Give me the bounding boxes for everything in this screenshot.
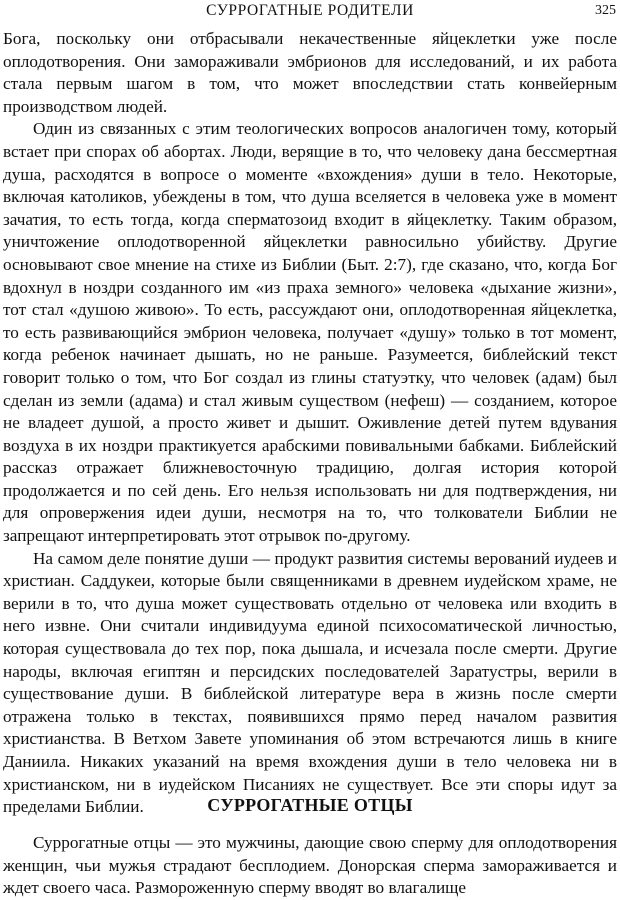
paragraph-continued: Бога, поскольку они отбрасывали некачественные яйцеклетки уже после оплодотворения. Они замораживали эмбрионов для исследований, и их работа стала первым шагом в том, что может впоследствии стать конвейерным производством людей. xyxy=(3,29,617,116)
body-text xyxy=(3,28,617,819)
page-number: 325 xyxy=(595,3,616,18)
running-header xyxy=(0,2,620,24)
section-heading: СУРРОГАТНЫЕ ОТЦЫ xyxy=(207,795,413,815)
paragraph-theology: Один из связанных с этим теологических вопросов аналогичен тому, который встает при спорах об абортах. Люди, верящие в то, что человеку дана бессмертная душа, расходятся в вопросе о моменте «вхождения» души в тело. Некоторые, включая католиков, убеждены в том, что душа вселяется в человека уже в момент зачатия, то есть тогда, когда сперматозоид входит в яйцеклетку. Таким образом, уничтожение оплодотворенной яйцеклетки равносильно убийству. Другие основывают свое мнение на стихе из Библии (Быт. 2:7), где сказано, что, когда Бог вдохнул в ноздри созданного им «из праха земного» человека «дыхание жизни», тот стал «душою живою». То есть, рассуждают они, оплодотворенная яйцеклетка, то есть развивающийся эмбрион человека, получает «душу» только в тот момент, когда ребенок начинает дышать, но не раньше. Разумеется, библейский текст говорит только о том, что Бог создал из глины статуэтку, что человек (адам) был сделан из земли (адама) и стал живым существом (нефеш) — созданием, которое не владеет душой, а просто живет и дышит. Оживление детей путем вдувания воздуха в их ноздри практикуется арабскими повивальными бабками. Библейский рассказ отражает ближневосточную традицию, долгая история которой продолжается и по сей день. Его нельзя использовать ни для подтверждения, ни для опровержения идеи души, несмотря на то, что толкователи Библии не запрещают интерпретировать этот отрывок по-другому. xyxy=(3,119,617,546)
running-title: СУРРОГАТНЫЕ РОДИТЕЛИ xyxy=(206,2,414,19)
paragraph-surrogate-fathers: Суррогатные отцы — это мужчины, дающие свою сперму для оплодотворения женщин, чьи мужья страдают бесплодием. Донорская сперма замораживается и ждет своего часа. Размороженную сперму вводят во влагалище xyxy=(3,833,617,898)
section-body xyxy=(3,832,617,900)
paragraph-soul-concept: На самом деле понятие души — продукт развития системы верований иудеев и христиан. Саддукеи, которые были священниками в древнем иудейском храме, не верили в то, что душа может существовать отдельно от человека или входить в него извне. Они считали индивидуума единой психосоматической личностью, которая существовала до тех пор, пока дышала, и исчезала после смерти. Другие народы, включая египтян и персидских последователей Заратустры, верили в существование души. В библейской литературе вера в жизнь после смерти отражена только в текстах, появившихся прямо перед началом развития христианства. В Ветхом Завете упоминания об этом встречаются лишь в книге Даниила. Никаких указаний на время вхождения души в тело человека ни в христианском, ни в иудейском Писаниях не существует. Все эти споры идут за пределами Библии. xyxy=(3,548,617,817)
